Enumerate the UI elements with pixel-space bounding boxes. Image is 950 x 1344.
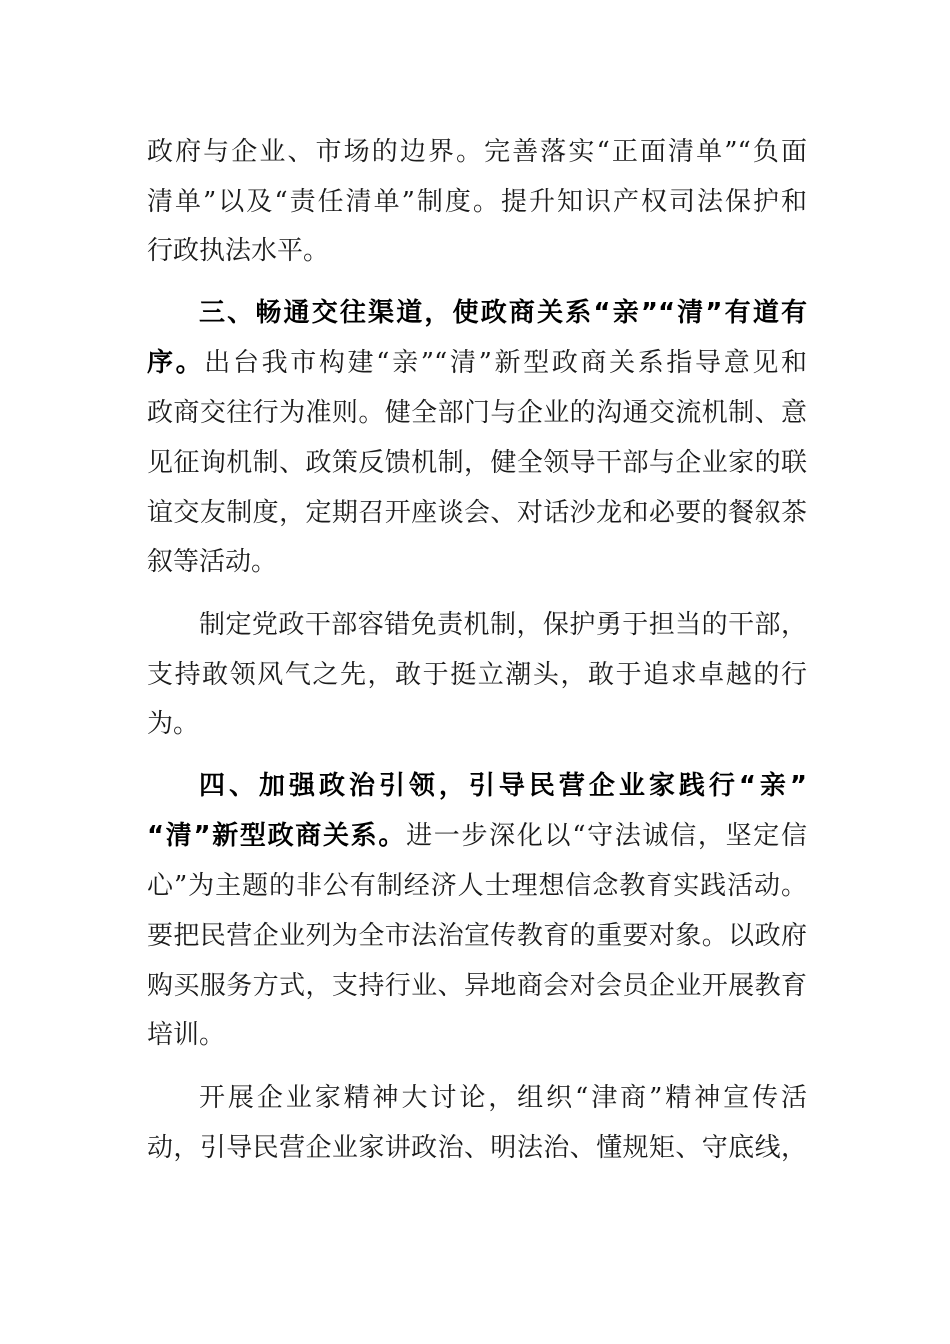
heading-bold-text: 四、加强政治引领，引导民营企业家践行“亲”	[199, 771, 807, 801]
text-line: 动，引导民营企业家讲政治、明法治、懂规矩、守底线，	[147, 1133, 807, 1163]
section-heading-3	[199, 287, 807, 339]
section-heading-4	[199, 760, 807, 812]
text-line: 购买服务方式，支持行业、异地商会对会员企业开展教育	[147, 971, 807, 1001]
text-line: 政府与企业、市场的边界。完善落实“正面清单”“负面	[147, 137, 807, 167]
text-line	[147, 810, 807, 862]
text-line: 培训。	[147, 1020, 226, 1050]
text-line: 要把民营企业列为全市法治宣传教育的重要对象。以政府	[147, 921, 807, 951]
text-line	[147, 337, 807, 389]
text-line: 行政执法水平。	[147, 236, 330, 266]
text-line: 制定党政干部容错免责机制，保护勇于担当的干部，	[199, 610, 807, 640]
heading-bold-text: 三、畅通交往渠道，使政商关系“亲”“清”有道有	[199, 298, 807, 328]
heading-bold-text: 序。	[147, 348, 205, 378]
text-line: 为。	[147, 709, 200, 739]
text-line: 谊交友制度，定期召开座谈会、对话沙龙和必要的餐叙茶	[147, 498, 807, 528]
body-text: 出台我市构建“亲”“清”新型政商关系指导意见和	[204, 348, 807, 378]
text-line: 清单”以及“责任清单”制度。提升知识产权司法保护和	[147, 187, 807, 217]
text-line: 支持敢领风气之先，敢于挺立潮头，敢于追求卓越的行	[147, 660, 807, 690]
text-line: 心”为主题的非公有制经济人士理想信念教育实践活动。	[147, 871, 807, 901]
text-line: 开展企业家精神大讨论，组织“津商”精神宣传活	[199, 1083, 807, 1113]
text-line: 叙等活动。	[147, 547, 278, 577]
body-text: 进一步深化以“守法诚信，坚定信	[406, 821, 807, 851]
text-line: 政商交往行为准则。健全部门与企业的沟通交流机制、意	[147, 398, 807, 428]
heading-bold-text: “清”新型政商关系。	[147, 821, 407, 851]
text-line: 见征询机制、政策反馈机制，健全领导干部与企业家的联	[147, 448, 807, 478]
